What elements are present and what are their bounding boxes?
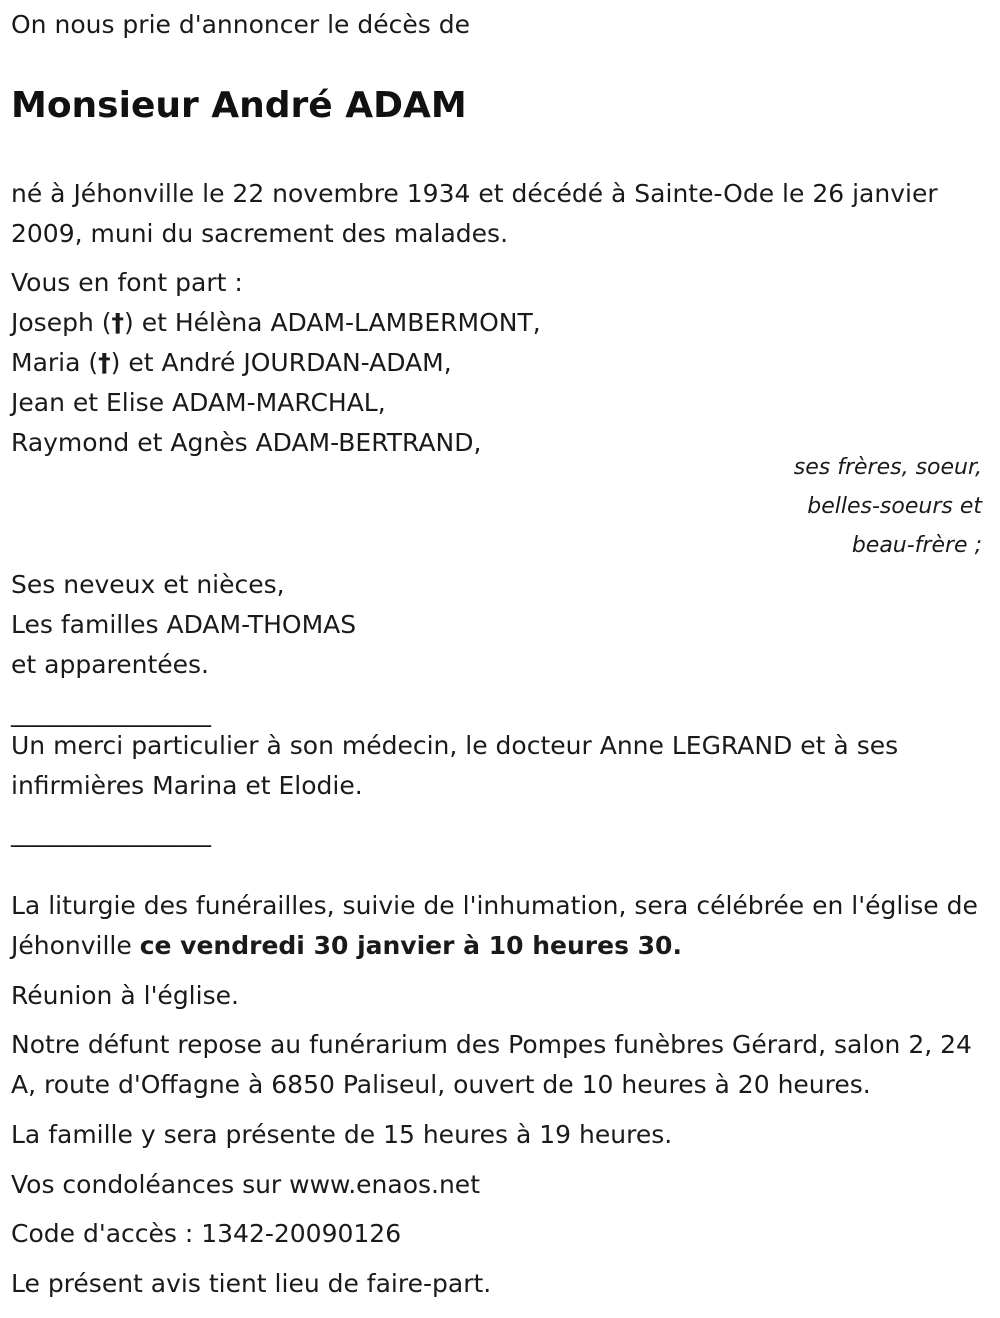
sibling-line: Raymond et Agnès ADAM-BERTRAND, [11, 428, 482, 457]
repose-text: Notre défunt repose au funérarium des Pompes funèbres Gérard, salon 2, 24 A, route d'Offagne à 6850 Paliseul, ouvert de 10 heures à 20 heures. [11, 1030, 972, 1099]
liturgy-date: ce vendredi 30 janvier à 10 heures 30. [139, 931, 682, 960]
relatives-line: Les familles ADAM-THOMAS [11, 610, 357, 639]
announcers-block [11, 263, 541, 463]
sibling-line: Joseph (†) et Hélèna ADAM-LAMBERMONT, [11, 308, 541, 337]
role-line: belles-soeurs et [807, 494, 982, 519]
sibling-line: Jean et Elise ADAM-MARCHAL, [11, 388, 386, 417]
family-presence-text: La famille y sera présente de 15 heures à 19 heures. [11, 1120, 673, 1149]
sibling-line: Maria (†) et André JOURDAN-ADAM, [11, 348, 452, 377]
role-line: beau-frère ; [851, 533, 982, 558]
relatives-block [11, 565, 356, 685]
cross-icon: † [111, 308, 124, 337]
liturgy-text: La liturgie des funérailles, suivie de l'inhumation, sera célébrée en l'église de Jéhonville ce vendredi 30 janvier à 10 heures 30. [11, 891, 978, 960]
siblings-role [794, 448, 982, 565]
announcers-intro: Vous en font part : [11, 268, 243, 297]
access-code-text: Code d'accès : 1342-20090126 [11, 1219, 402, 1248]
separator-line: ________________ [11, 818, 211, 847]
relatives-line: et apparentées. [11, 650, 209, 679]
meeting-text: Réunion à l'église. [11, 981, 239, 1010]
birth-death-text: né à Jéhonville le 22 novembre 1934 et décédé à Sainte-Ode le 26 janvier 2009, muni du sacrement des malades. [11, 179, 938, 248]
closing-text: Le présent avis tient lieu de faire-part. [11, 1269, 492, 1298]
relatives-line: Ses neveux et nièces, [11, 570, 285, 599]
cross-icon: † [98, 348, 111, 377]
thanks-text: Un merci particulier à son médecin, le docteur Anne LEGRAND et à ses infirmières Marina et Elodie. [11, 731, 899, 800]
role-line: ses frères, soeur, [793, 455, 982, 480]
intro-text: On nous prie d'annoncer le décès de [11, 10, 470, 39]
separator-line: ________________ [11, 698, 211, 727]
deceased-name: Monsieur André ADAM [11, 85, 467, 126]
condolences-text: Vos condoléances sur www.enaos.net [11, 1170, 480, 1199]
